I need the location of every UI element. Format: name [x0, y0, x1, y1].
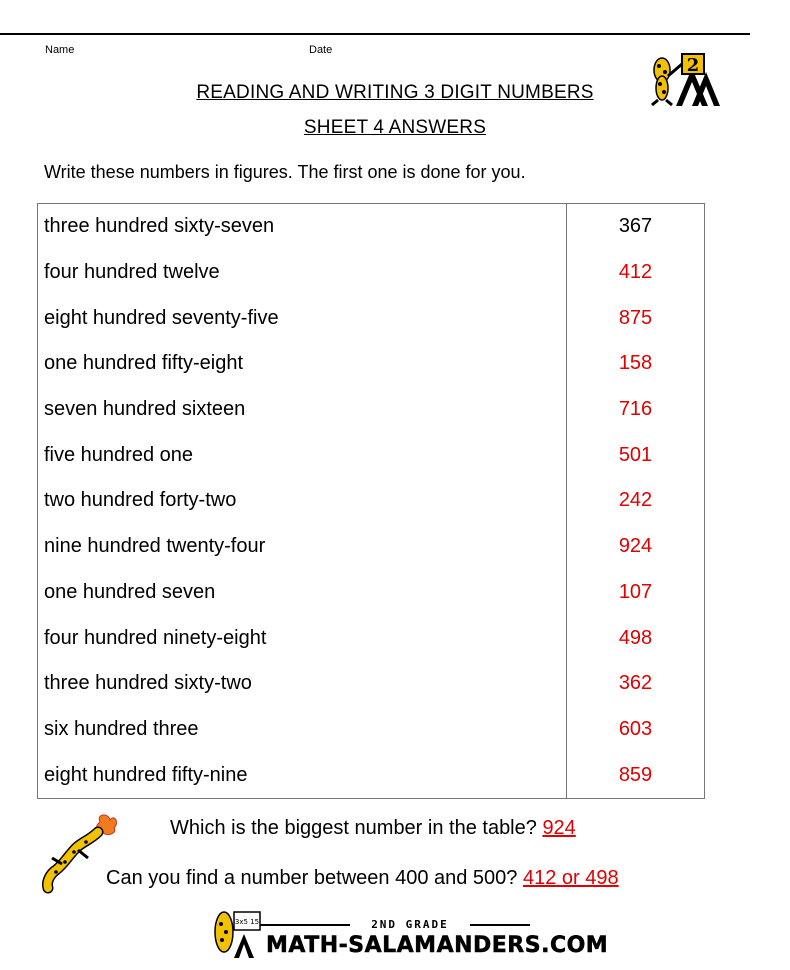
number-words: nine hundred twenty-four: [38, 524, 567, 570]
number-words: eight hundred seventy-five: [38, 295, 567, 341]
date-label: Date: [309, 44, 333, 56]
number-figures: 107: [567, 570, 705, 616]
number-words: three hundred sixty-two: [38, 661, 567, 707]
number-figures: 367: [567, 204, 705, 250]
table-row: [38, 752, 705, 798]
table-row: [38, 707, 705, 753]
number-words: two hundred forty-two: [38, 478, 567, 524]
table-row: [38, 250, 705, 296]
question-between: Can you find a number between 400 and 500? 412 or 498: [106, 867, 619, 889]
question-biggest-answer: 924: [542, 817, 576, 839]
table-row: [38, 341, 705, 387]
table-row: [38, 478, 705, 524]
number-figures: 498: [567, 615, 705, 661]
table-row: [38, 524, 705, 570]
table-row: [38, 432, 705, 478]
math-salamanders-footer-logo: [210, 908, 609, 960]
number-figures: 412: [567, 250, 705, 296]
table-row: [38, 204, 705, 250]
instructions: Write these numbers in figures. The first one is done for you.: [44, 162, 526, 182]
number-words: four hundred ninety-eight: [38, 615, 567, 661]
numbers-table: [37, 203, 705, 799]
number-words: four hundred twelve: [38, 250, 567, 296]
number-words: one hundred seven: [38, 570, 567, 616]
grade-badge: 2: [686, 55, 700, 76]
page-subtitle: SHEET 4 ANSWERS: [303, 117, 487, 138]
number-figures: 924: [567, 524, 705, 570]
number-figures: 158: [567, 341, 705, 387]
question-biggest: Which is the biggest number in the table? 924: [170, 817, 576, 839]
footer-badge-text: 3x5 15: [234, 918, 260, 926]
question-between-answer: 412 or 498: [522, 867, 619, 889]
number-words: eight hundred fifty-nine: [38, 752, 567, 798]
number-figures: 875: [567, 295, 705, 341]
number-words: five hundred one: [38, 432, 567, 478]
number-words: seven hundred sixteen: [38, 387, 567, 433]
footer-grade-text: 2ND GRADE: [371, 918, 449, 931]
top-rule: [0, 33, 750, 35]
number-figures: 242: [567, 478, 705, 524]
page-title: READING AND WRITING 3 DIGIT NUMBERS: [196, 82, 594, 103]
number-figures: 716: [567, 387, 705, 433]
number-figures: 501: [567, 432, 705, 478]
number-figures: 859: [567, 752, 705, 798]
table-row: [38, 295, 705, 341]
table-row: [38, 615, 705, 661]
number-words: one hundred fifty-eight: [38, 341, 567, 387]
number-words: six hundred three: [38, 707, 567, 753]
number-figures: 362: [567, 661, 705, 707]
footer-site-text: MATH-SALAMANDERS.COM: [266, 933, 609, 958]
name-label: Name: [45, 44, 75, 56]
number-words: three hundred sixty-seven: [38, 204, 567, 250]
table-row: [38, 387, 705, 433]
table-row: [38, 661, 705, 707]
number-figures: 603: [567, 707, 705, 753]
table-row: [38, 570, 705, 616]
